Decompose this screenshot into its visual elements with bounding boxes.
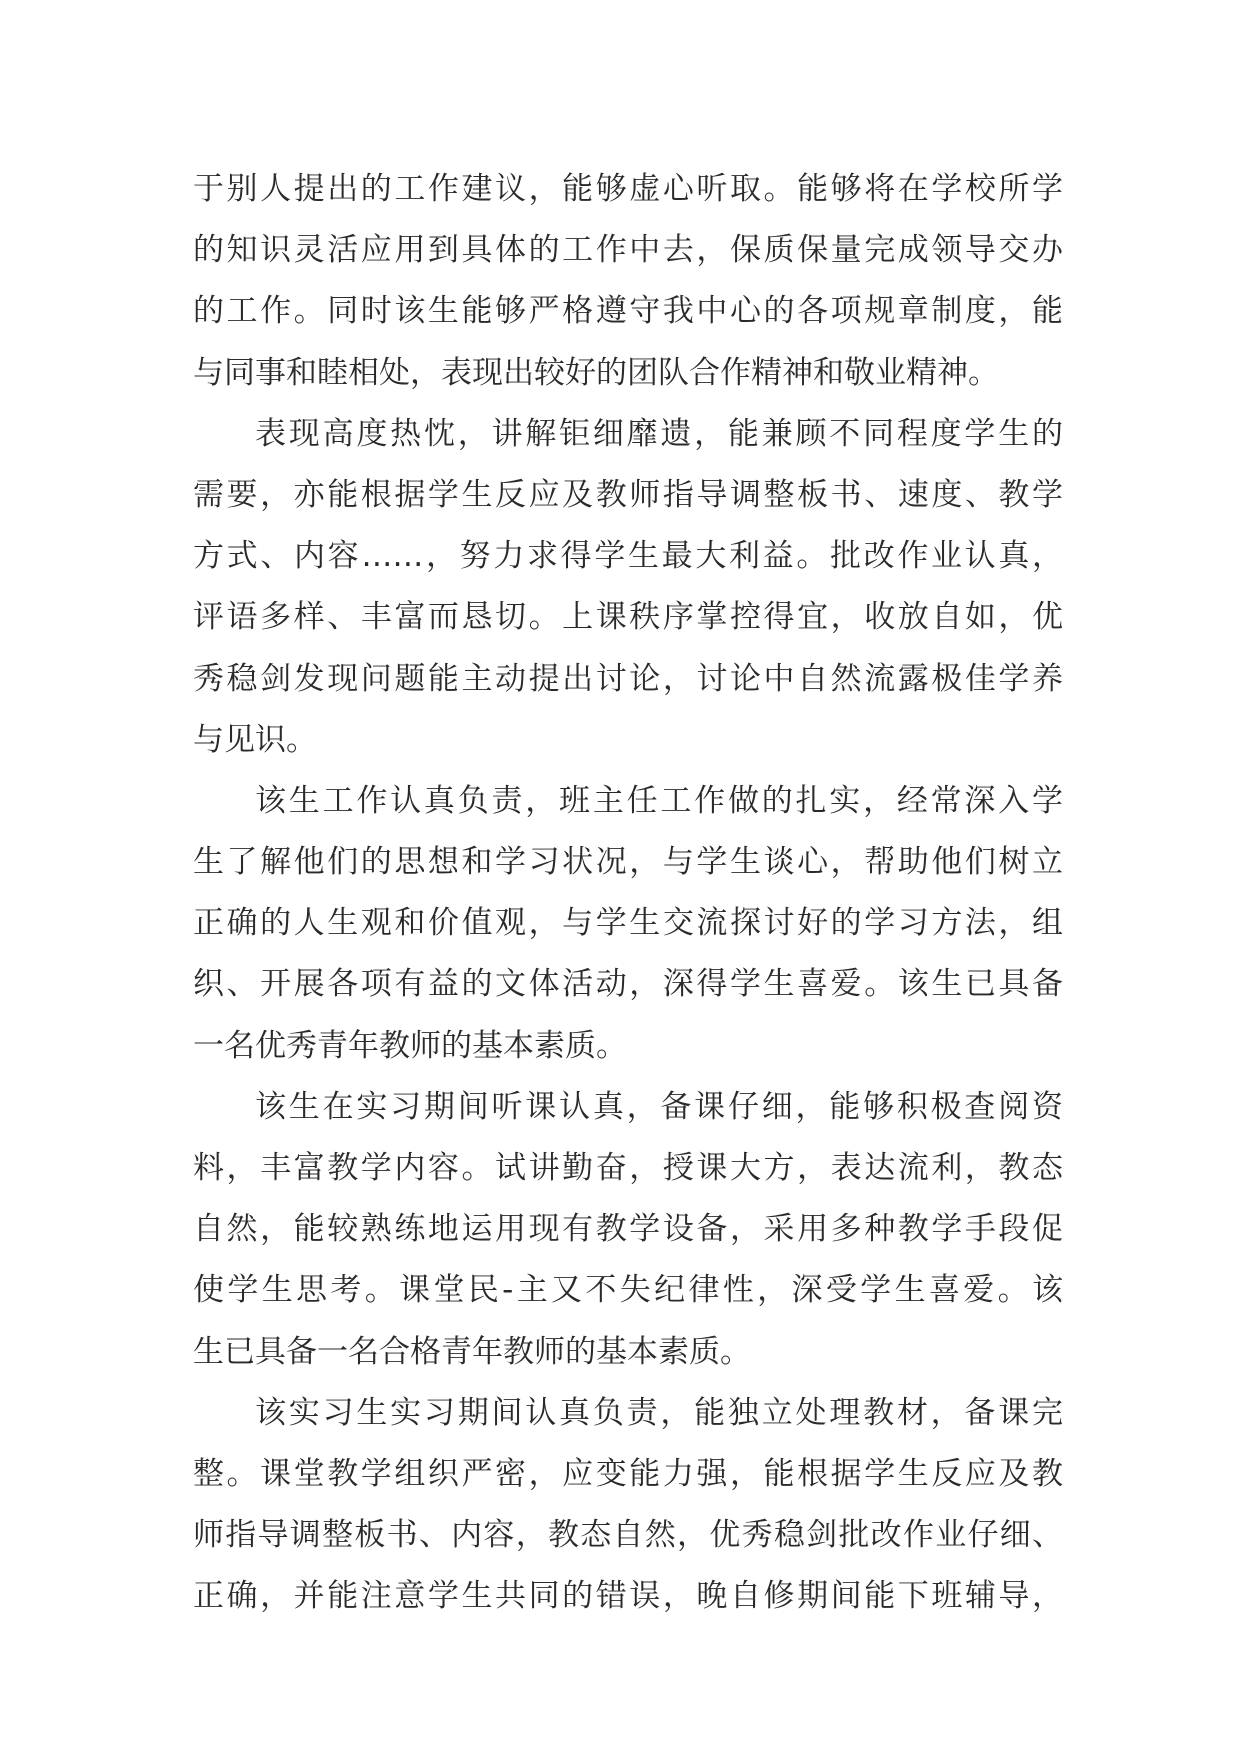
text-line: 需要，亦能根据学生反应及教师指导调整板书、速度、教学 xyxy=(193,476,1063,513)
text-line: 该实习生实习期间认真负责，能独立处理教材，备课完 xyxy=(255,1394,1063,1431)
text-line: 自然，能较熟练地运用现有教学设备，采用多种教学手段促 xyxy=(193,1211,1063,1248)
text-line: 评语多样、丰富而恳切。上课秩序掌控得宜，收放自如，优 xyxy=(193,599,1063,636)
text-line: 于别人提出的工作建议，能够虚心听取。能够将在学校所学 xyxy=(193,171,1063,207)
text-line: 与见识。 xyxy=(193,721,317,758)
text-line: 正确，并能注意学生共同的错误，晚自修期间能下班辅导， xyxy=(193,1578,1063,1615)
text-line: 使学生思考。课堂民-主又不失纪律性，深受学生喜爱。该 xyxy=(193,1272,1063,1309)
text-line: 正确的人生观和价值观，与学生交流探讨好的学习方法，组 xyxy=(193,905,1063,942)
text-line: 的知识灵活应用到具体的工作中去，保质保量完成领导交办 xyxy=(193,232,1063,269)
text-line: 方式、内容……，努力求得学生最大利益。批改作业认真， xyxy=(193,538,1063,575)
text-line: 生了解他们的思想和学习状况，与学生谈心，帮助他们树立 xyxy=(193,844,1063,881)
text-line: 一名优秀青年教师的基本素质。 xyxy=(193,1027,627,1064)
text-line: 秀稳剑发现问题能主动提出讨论，讨论中自然流露极佳学养 xyxy=(193,660,1063,697)
text-line: 生已具备一名合格青年教师的基本素质。 xyxy=(193,1333,751,1370)
text-line: 师指导调整板书、内容，教态自然，优秀稳剑批改作业仔细、 xyxy=(193,1517,1063,1554)
text-line: 料，丰富教学内容。试讲勤奋，授课大方，表达流利，教态 xyxy=(193,1150,1063,1186)
document-body xyxy=(193,159,1063,1628)
text-line: 该生在实习期间听课认真，备课仔细，能够积极查阅资 xyxy=(255,1088,1063,1125)
text-line: 整。课堂教学组织严密，应变能力强，能根据学生反应及教 xyxy=(193,1455,1063,1492)
text-line: 表现高度热忱，讲解钜细靡遗，能兼顾不同程度学生的 xyxy=(255,415,1063,452)
text-line: 与同事和睦相处，表现出较好的团队合作精神和敬业精神。 xyxy=(193,354,999,391)
text-line: 织、开展各项有益的文体活动，深得学生喜爱。该生已具备 xyxy=(193,966,1063,1003)
text-line: 的工作。同时该生能够严格遵守我中心的各项规章制度，能 xyxy=(193,293,1063,330)
text-line: 该生工作认真负责，班主任工作做的扎实，经常深入学 xyxy=(255,782,1063,819)
